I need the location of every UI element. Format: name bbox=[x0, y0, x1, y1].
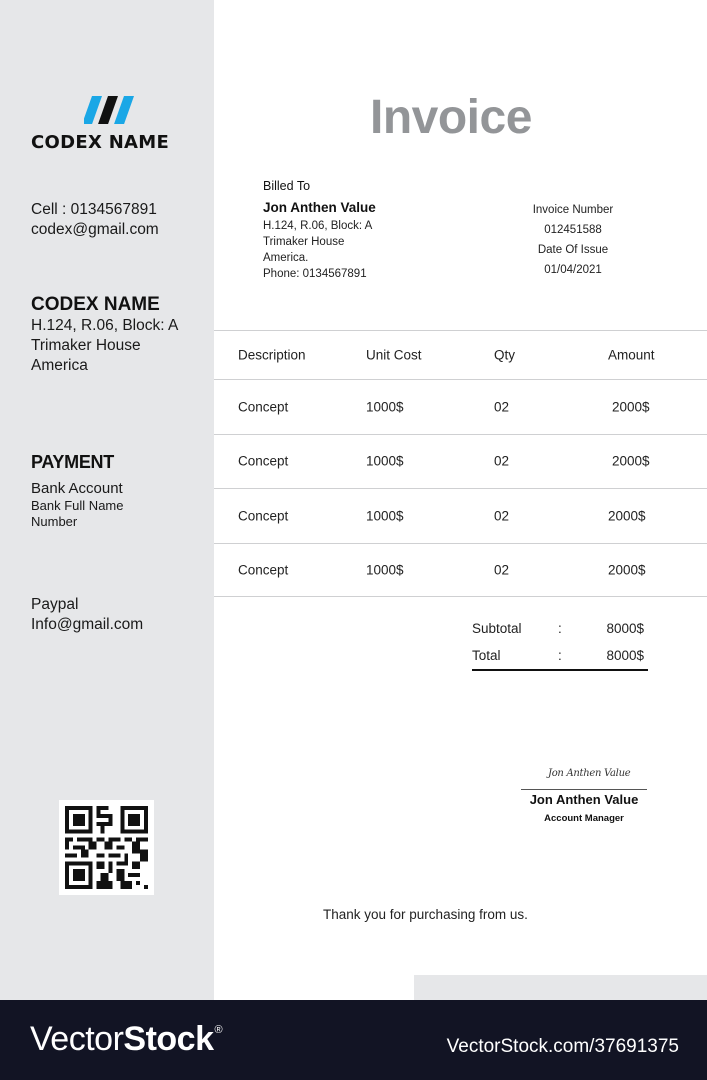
billed-to-block bbox=[263, 178, 376, 281]
company-block bbox=[31, 294, 178, 376]
signature-script: Jon Anthen Value bbox=[548, 768, 631, 779]
watermark-url: VectorStock.com/37691375 bbox=[446, 1036, 679, 1057]
company-address-line: Trimaker House bbox=[31, 337, 141, 354]
item-qty: 02 bbox=[494, 508, 510, 524]
company-address-line: H.124, R.06, Block: A bbox=[31, 317, 179, 334]
invoice-meta bbox=[510, 200, 636, 280]
thank-you-message: Thank you for purchasing from us. bbox=[323, 907, 528, 922]
item-qty: 02 bbox=[494, 399, 510, 415]
bank-account-label: Bank Account bbox=[31, 480, 123, 497]
items-table bbox=[214, 330, 707, 597]
billed-to-phone: Phone: 0134567891 bbox=[263, 268, 367, 280]
billed-to-name: Jon Anthen Value bbox=[263, 200, 376, 215]
registered-icon: ® bbox=[214, 1024, 223, 1036]
sidebar bbox=[0, 0, 214, 1000]
item-amount: 2000$ bbox=[612, 453, 650, 469]
payment-title: PAYMENT bbox=[31, 452, 114, 472]
table-row bbox=[214, 488, 707, 543]
paypal-email: Info@gmail.com bbox=[31, 616, 144, 633]
billed-to-address-line: H.124, R.06, Block: A bbox=[263, 220, 373, 232]
total-label: Total bbox=[472, 648, 501, 663]
brand-name: CODEX NAME bbox=[31, 132, 170, 153]
total-row bbox=[472, 647, 648, 674]
item-unit-cost: 1000$ bbox=[366, 453, 404, 469]
qr-code bbox=[59, 800, 154, 895]
company-name: CODEX NAME bbox=[31, 294, 160, 315]
contact-email: codex@gmail.com bbox=[31, 221, 159, 238]
bank-number: Number bbox=[31, 514, 78, 529]
subtotal-separator: : bbox=[558, 621, 562, 636]
decorative-band bbox=[414, 975, 707, 1000]
brand-logo-icon bbox=[84, 96, 136, 124]
watermark-logo bbox=[30, 1020, 222, 1059]
table-row bbox=[214, 543, 707, 598]
contact-info bbox=[31, 200, 159, 240]
paypal-block bbox=[31, 595, 143, 635]
invoice-number-label: Invoice Number bbox=[532, 204, 614, 216]
table-row bbox=[214, 379, 707, 434]
item-description: Concept bbox=[238, 508, 289, 524]
table-header-row bbox=[214, 330, 707, 379]
signatory-role: Account Manager bbox=[544, 813, 624, 824]
totals-block bbox=[472, 620, 648, 671]
item-amount: 2000$ bbox=[608, 508, 646, 524]
qr-code-icon bbox=[65, 806, 148, 889]
watermark-footer bbox=[0, 1000, 707, 1080]
column-header-description: Description bbox=[238, 347, 306, 363]
item-unit-cost: 1000$ bbox=[366, 399, 404, 415]
subtotal-row bbox=[472, 620, 648, 647]
total-separator: : bbox=[558, 648, 562, 663]
total-value: 8000$ bbox=[606, 648, 644, 663]
billed-to-label: Billed To bbox=[263, 179, 311, 193]
date-of-issue: 01/04/2021 bbox=[544, 264, 602, 276]
subtotal-value: 8000$ bbox=[606, 621, 644, 636]
invoice-title: Invoice bbox=[370, 91, 532, 144]
column-header-amount: Amount bbox=[608, 347, 655, 363]
item-qty: 02 bbox=[494, 562, 510, 578]
item-unit-cost: 1000$ bbox=[366, 508, 404, 524]
paypal-label: Paypal bbox=[31, 596, 79, 613]
table-row bbox=[214, 434, 707, 489]
item-description: Concept bbox=[238, 453, 289, 469]
signatory-name: Jon Anthen Value bbox=[529, 792, 639, 807]
payment-block bbox=[31, 452, 123, 530]
item-unit-cost: 1000$ bbox=[366, 562, 404, 578]
watermark-logo-light: Vector bbox=[30, 1020, 124, 1058]
item-qty: 02 bbox=[494, 453, 510, 469]
column-header-unit-cost: Unit Cost bbox=[366, 347, 422, 363]
item-description: Concept bbox=[238, 562, 289, 578]
billed-to-address-line: Trimaker House bbox=[263, 236, 345, 248]
invoice-number: 012451588 bbox=[544, 224, 602, 236]
billed-to-address-line: America. bbox=[263, 252, 309, 264]
watermark-logo-bold: Stock bbox=[123, 1020, 214, 1058]
subtotal-label: Subtotal bbox=[472, 621, 522, 636]
column-header-qty: Qty bbox=[494, 347, 516, 363]
contact-cell: Cell : 0134567891 bbox=[31, 201, 157, 218]
company-address-line: America bbox=[31, 357, 88, 374]
item-amount: 2000$ bbox=[612, 399, 650, 415]
bank-full-name: Bank Full Name bbox=[31, 498, 124, 513]
date-of-issue-label: Date Of Issue bbox=[537, 244, 609, 256]
item-description: Concept bbox=[238, 399, 289, 415]
signature-line bbox=[521, 789, 647, 790]
item-amount: 2000$ bbox=[608, 562, 646, 578]
